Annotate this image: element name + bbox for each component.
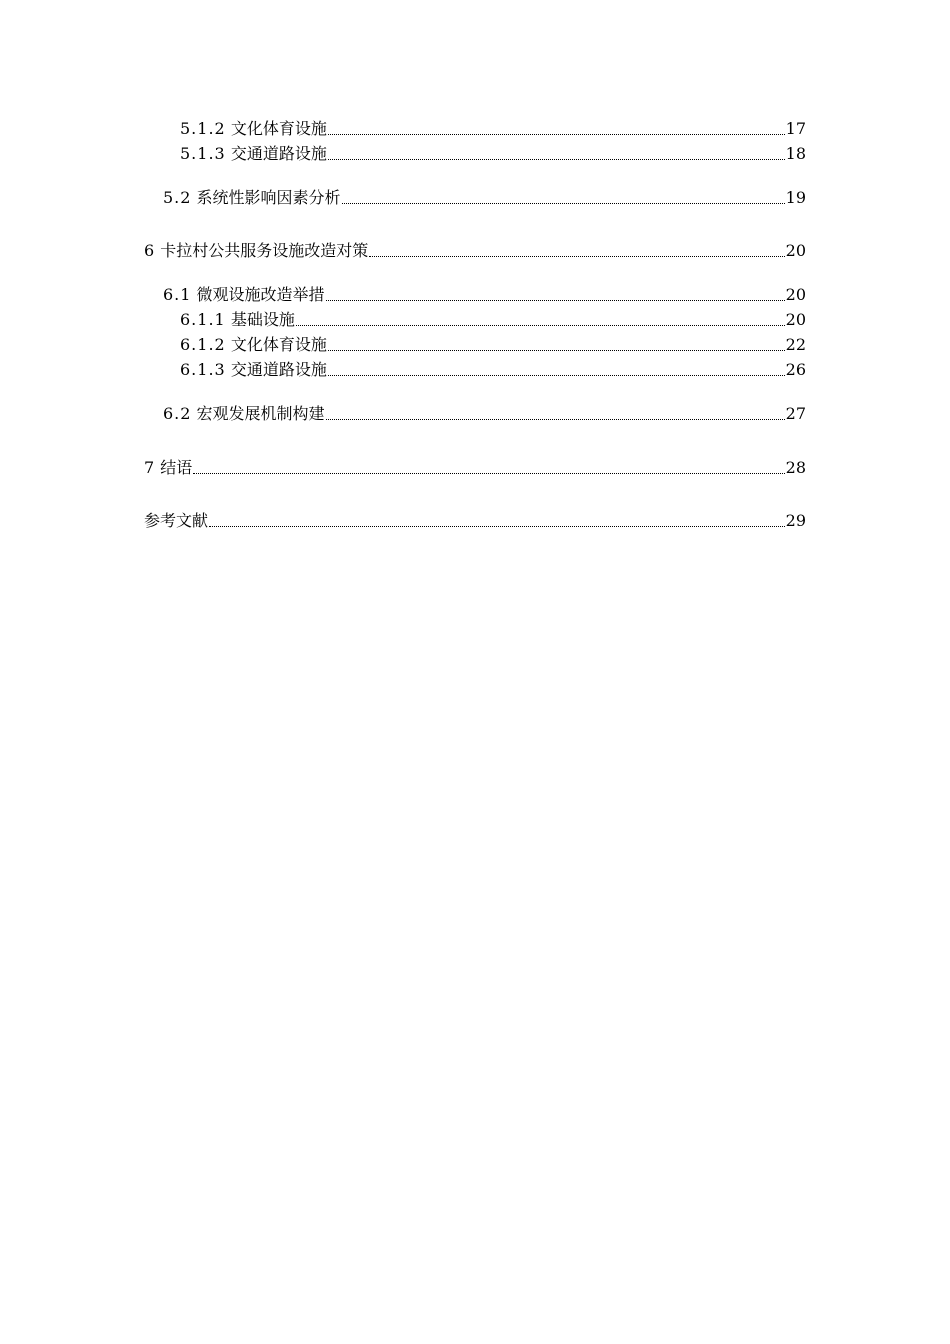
toc-entry-number: 6.1.1 xyxy=(180,310,226,329)
toc-entry-number: 6 xyxy=(144,241,156,260)
toc-entry-number: 5.2 xyxy=(163,188,192,207)
dot-leader xyxy=(326,299,785,301)
toc-entry-title: 交通道路设施 xyxy=(230,144,327,163)
dot-leader xyxy=(326,418,785,420)
toc-entry-number: 5.1.3 xyxy=(180,144,226,163)
toc-entry-label xyxy=(163,285,325,305)
toc-entry-5-1-2[interactable] xyxy=(180,119,806,139)
toc-entry-title: 参考文献 xyxy=(144,511,209,530)
toc-page-number: 22 xyxy=(785,335,806,354)
toc-entry-label xyxy=(180,310,295,330)
toc-entry-number: 6.1.3 xyxy=(180,360,226,379)
toc-entry-label xyxy=(144,458,192,478)
toc-entry-label xyxy=(180,119,327,139)
toc-entry-title: 系统性影响因素分析 xyxy=(196,188,341,207)
toc-entry-7[interactable] xyxy=(144,458,806,478)
toc-entry-title: 微观设施改造举措 xyxy=(196,285,325,304)
toc-entry-6-1-1[interactable] xyxy=(180,310,806,330)
toc-entry-6-2[interactable] xyxy=(163,404,806,424)
dot-leader xyxy=(328,158,785,160)
toc-entry-6[interactable] xyxy=(144,241,806,261)
toc-page-number: 18 xyxy=(785,144,806,163)
toc-page-number: 26 xyxy=(785,360,806,379)
toc-entry-label xyxy=(180,144,327,164)
dot-leader xyxy=(193,472,784,474)
toc-page-number: 28 xyxy=(785,458,806,477)
toc-page-number: 20 xyxy=(785,310,806,329)
toc-entry-title: 结语 xyxy=(160,458,193,477)
toc-entry-label xyxy=(144,241,368,261)
toc-entry-6-1-3[interactable] xyxy=(180,360,806,380)
toc-page-number: 17 xyxy=(785,119,806,138)
toc-entry-title: 宏观发展机制构建 xyxy=(196,404,325,423)
toc-entry-title: 文化体育设施 xyxy=(230,335,327,354)
dot-leader xyxy=(328,374,785,376)
dot-leader xyxy=(209,525,785,527)
toc-entry-title: 交通道路设施 xyxy=(230,360,327,379)
toc-entry-6-1[interactable] xyxy=(163,285,806,305)
toc-entry-5-1-3[interactable] xyxy=(180,144,806,164)
toc-page-number: 19 xyxy=(785,188,806,207)
toc-entry-5-2[interactable] xyxy=(163,188,806,208)
toc-entry-number: 6.1.2 xyxy=(180,335,226,354)
toc-entry-title: 卡拉村公共服务设施改造对策 xyxy=(160,241,369,260)
toc-entry-label xyxy=(180,335,327,355)
toc-entry-label xyxy=(163,404,325,424)
toc-entry-label xyxy=(180,360,327,380)
toc-entry-number: 6.1 xyxy=(163,285,192,304)
dot-leader xyxy=(328,133,785,135)
toc-entry-label xyxy=(163,188,341,208)
toc-page-number: 20 xyxy=(785,285,806,304)
dot-leader xyxy=(328,349,785,351)
toc-entry-number: 6.2 xyxy=(163,404,192,423)
toc-page-number: 20 xyxy=(785,241,806,260)
toc-entry-number: 5.1.2 xyxy=(180,119,226,138)
toc-page-number: 27 xyxy=(785,404,806,423)
dot-leader xyxy=(342,202,785,204)
toc-entry-references[interactable] xyxy=(144,511,806,531)
dot-leader xyxy=(369,255,784,257)
toc-entry-number: 7 xyxy=(144,458,156,477)
toc-entry-title: 文化体育设施 xyxy=(230,119,327,138)
toc-entry-6-1-2[interactable] xyxy=(180,335,806,355)
dot-leader xyxy=(296,324,785,326)
toc-page-number: 29 xyxy=(785,511,806,530)
toc-entry-label xyxy=(144,511,208,531)
toc-entry-title: 基础设施 xyxy=(230,310,295,329)
